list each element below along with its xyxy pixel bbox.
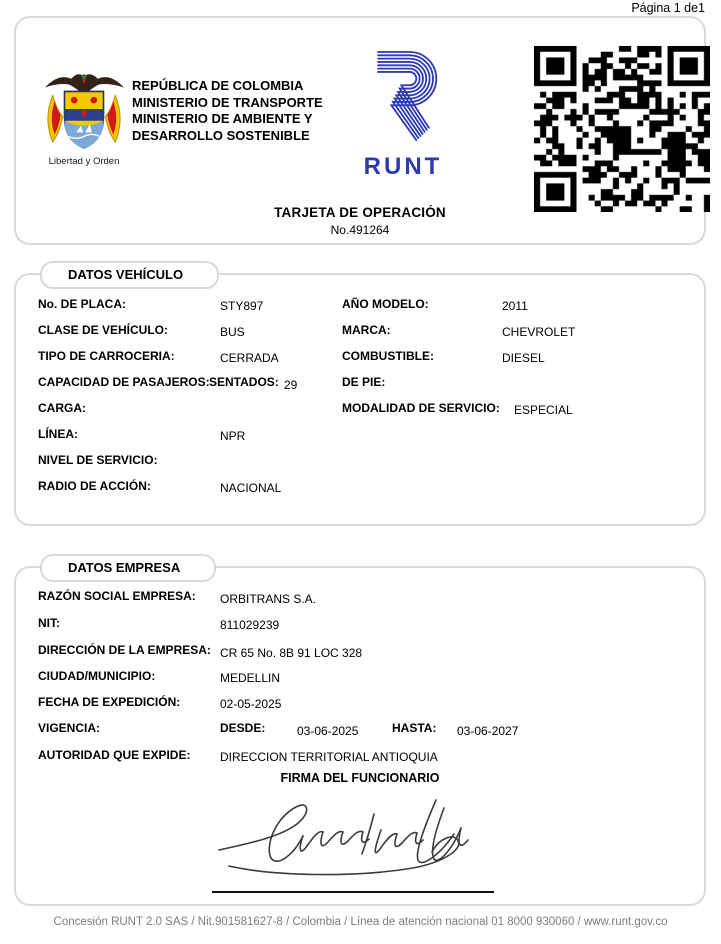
linea-label: LÍNEA: [38, 427, 78, 441]
ministry-line-3: MINISTERIO DE AMBIENTE Y [132, 111, 313, 126]
signature-image [211, 784, 501, 888]
radio-value: NACIONAL [220, 481, 282, 495]
signature-title: FIRMA DEL FUNCIONARIO [280, 771, 440, 785]
modalidad-value: ESPECIAL [514, 403, 573, 417]
modalidad-label: MODALIDAD DE SERVICIO: [342, 401, 500, 415]
radio-label: RADIO DE ACCIÓN: [38, 479, 151, 493]
doc-number: No.491264 [330, 223, 390, 237]
sentados-value: 29 [284, 378, 298, 392]
capacidad-label: CAPACIDAD DE PASAJEROS: [38, 375, 210, 389]
coat-of-arms [36, 68, 132, 167]
carroceria-value: CERRADA [220, 351, 279, 365]
anio-value: 2011 [502, 299, 528, 313]
placa-label: No. DE PLACA: [38, 297, 126, 311]
ciudad-value: MEDELLIN [220, 671, 281, 685]
header-card [14, 16, 706, 245]
carga-label: CARGA: [38, 401, 86, 415]
depie-label: DE PIE: [342, 375, 386, 389]
page-indicator: Página 1 de1 [631, 1, 705, 15]
coat-of-arms-caption: Libertad y Orden [48, 156, 120, 167]
footer-text: Concesión RUNT 2.0 SAS / Nit.901581627-8 / Colombia / Línea de atención nacional 01 8000 930060 / www.runt.gov.co [53, 916, 668, 928]
runt-logo [346, 42, 460, 181]
section-company-tab: DATOS EMPRESA [40, 554, 216, 582]
doc-title: TARJETA DE OPERACIÓN [274, 205, 446, 220]
coat-of-arms-icon [38, 68, 130, 150]
carroceria-label: TIPO DE CARROCERIA: [38, 349, 175, 363]
hasta-value: 03-06-2027 [457, 724, 519, 738]
direccion-value: CR 65 No. 8B 91 LOC 328 [220, 646, 363, 660]
sentados-label: SENTADOS: [209, 375, 279, 389]
razon-label: RAZÓN SOCIAL EMPRESA: [38, 589, 196, 603]
combustible-label: COMBUSTIBLE: [342, 349, 434, 363]
runt-wordmark: RUNT [363, 153, 443, 180]
nit-value: 811029239 [220, 618, 280, 632]
direccion-label: DIRECCIÓN DE LA EMPRESA: [38, 643, 211, 657]
ministry-line-2: MINISTERIO DE TRANSPORTE [132, 94, 323, 110]
section-vehicle-card [14, 273, 706, 526]
anio-label: AÑO MODELO: [342, 297, 429, 311]
ministry-line-4: DESARROLLO SOSTENIBLE [132, 127, 310, 143]
signature-line [212, 891, 494, 893]
vigencia-label: VIGENCIA: [38, 721, 101, 735]
placa-value: STY897 [220, 299, 264, 313]
hasta-label: HASTA: [392, 721, 437, 735]
marca-label: MARCA: [342, 323, 391, 337]
desde-label: DESDE: [220, 721, 266, 735]
autoridad-value: DIRECCION TERRITORIAL ANTIOQUIA [220, 750, 438, 764]
autoridad-label: AUTORIDAD QUE EXPIDE: [38, 748, 191, 762]
marca-value: CHEVROLET [502, 325, 576, 339]
linea-value: NPR [220, 429, 246, 443]
combustible-value: DIESEL [502, 351, 545, 365]
clase-label: CLASE DE VEHÍCULO: [38, 323, 169, 337]
section-vehicle-tab: DATOS VEHÍCULO [40, 261, 219, 289]
fecha-label: FECHA DE EXPEDICIÓN: [38, 695, 181, 709]
fecha-value: 02-05-2025 [220, 697, 282, 711]
qr-code [534, 46, 710, 212]
nivel-label: NIVEL DE SERVICIO: [38, 453, 158, 467]
ministry-text [132, 78, 323, 144]
razon-value: ORBITRANS S.A. [220, 592, 317, 606]
nit-label: NIT: [38, 616, 60, 630]
ciudad-label: CIUDAD/MUNICIPIO: [38, 669, 156, 683]
desde-value: 03-06-2025 [297, 724, 359, 738]
clase-value: BUS [220, 325, 245, 339]
ministry-line-1: REPÚBLICA DE COLOMBIA [132, 78, 304, 93]
section-company-card [14, 566, 706, 906]
runt-logo-icon [360, 42, 446, 146]
